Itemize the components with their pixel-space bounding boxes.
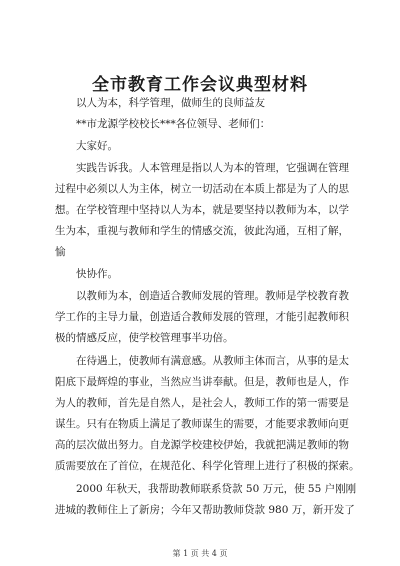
body-line: 快协作。: [76, 268, 118, 280]
body-line: 高的层次做出努力。自龙源学校建校伊始，我就把满足教师的物: [55, 439, 349, 451]
body-line: 生为本，重视与教师和学生的情感交流，彼此沟通，互相了解，: [55, 225, 349, 237]
body-line: 愉: [55, 246, 66, 258]
body-line: 大家好。: [76, 140, 118, 152]
body-line: 过程中必须以人为主体，树立一切活动在本质上都是为了人的思: [55, 183, 349, 195]
body-line: 谋生。只有在物质上满足了教师谋生的需要，才能要求教师向更: [55, 418, 349, 430]
body-line: 阳底下最辉煌的事业，当然应当讲奉献。但是，教师也是人，作: [55, 376, 349, 388]
body-line: 质需要放在了首位，在规范化、科学化管理上进行了积极的探索。: [55, 460, 360, 472]
page-footer: 第 1 页 共 4 页: [172, 549, 228, 558]
author-line: **市龙源学校校长***各位领导、老师们：: [76, 118, 271, 130]
body-line: 在待遇上，使教师有满意感。从教师主体而言，从事的是太: [76, 355, 349, 367]
body-line: 进城的教师住上了新房；今年又帮助教师贷款 980 万，新开发了: [55, 504, 355, 516]
body-line: 学工作的主导力量，创造适合教师发展的管理，才能引起教师积: [55, 311, 349, 323]
body-line: 以教师为本，创造适合教师发展的管理。教师是学校教育教: [76, 290, 349, 302]
body-line: 2000 年秋天，我帮助教师联系贷款 50 万元，使 55 户刚刚: [76, 483, 357, 495]
subtitle-line: 以人为本，科学管理，做师生的良师益友: [76, 97, 265, 109]
document-title: 全市教育工作会议典型材料: [92, 75, 308, 95]
body-line: 极的情感反应，使学校管理事半功倍。: [55, 332, 234, 344]
body-line: 实践告诉我。人本管理是指以人为本的管理，它强调在管理: [76, 162, 349, 174]
body-line: 为人的教师，首先是自然人，是社会人，教师工作的第一需要是: [55, 397, 349, 409]
body-line: 想。在学校管理中坚持以人为本，就是要坚持以教师为本，以学: [55, 204, 349, 216]
